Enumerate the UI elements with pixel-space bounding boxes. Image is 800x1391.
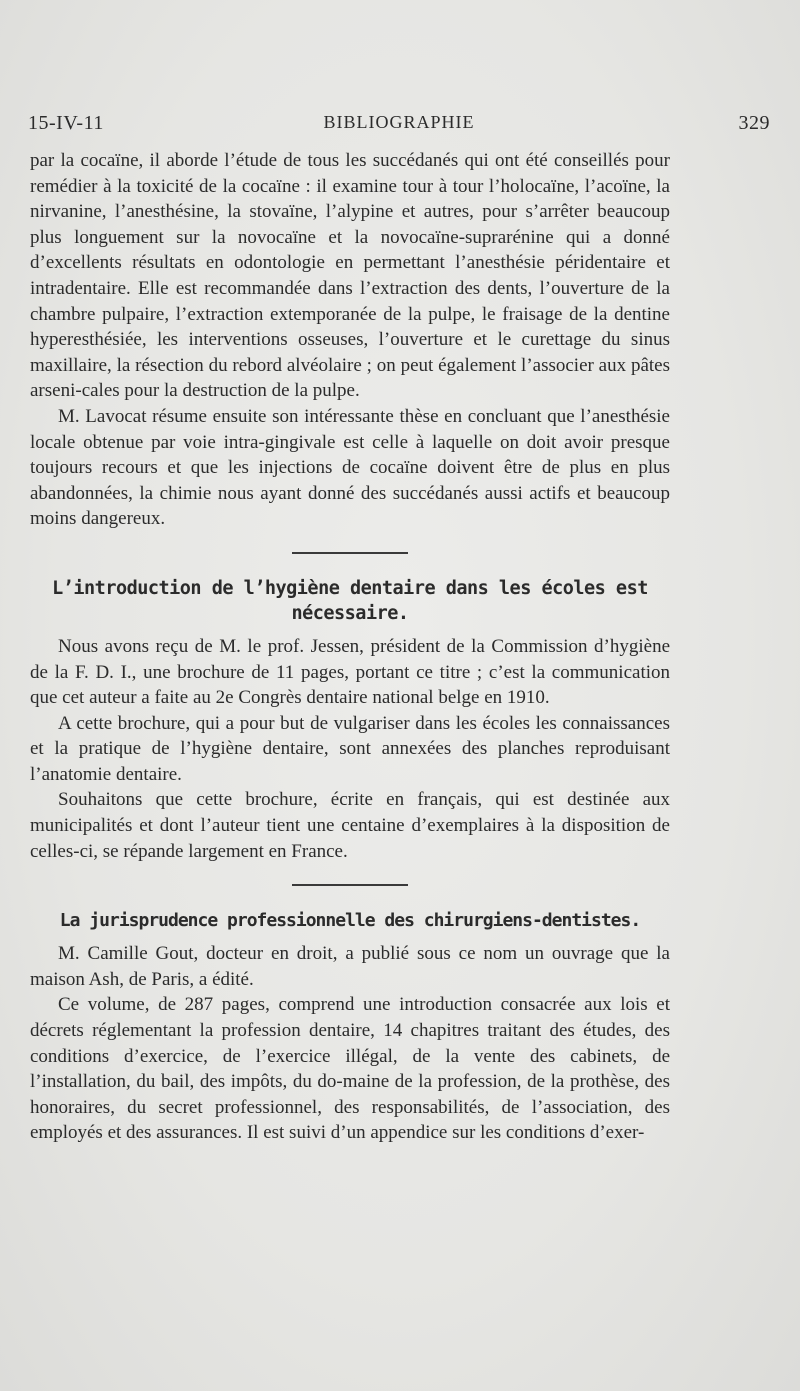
- paragraph: M. Lavocat résume ensuite son intéressante thèse en concluant que l’anesthésie locale obtenue par voie intra-gingivale est celle à laquelle on doit avoir presque toujours recours et que les injections de cocaïne doivent être de plus en plus abandonnées, la chimie nous ayant donné des succédanés aussi actifs et beaucoup moins dangereux.: [30, 405, 670, 530]
- section-divider: [292, 552, 408, 554]
- header-section-title: BIBLIOGRAPHIE: [323, 112, 475, 132]
- paragraph: Nous avons reçu de M. le prof. Jessen, président de la Commission d’hygiène de la F. D. I., une brochure de 11 pages, portant ce titre ; c’est la communication que cet auteur a faite au 2e Congrès dentaire national belge en 1910.: [30, 635, 670, 709]
- article-title-jurisprudence: La jurisprudence professionnelle des chirurgiens-dentistes.: [59, 910, 641, 932]
- page-number: 329: [738, 112, 770, 134]
- page-body: [30, 148, 670, 1146]
- paragraph: M. Camille Gout, docteur en droit, a publié sous ce nom un ouvrage que la maison Ash, de Paris, a édité.: [30, 943, 670, 990]
- paragraph: Ce volume, de 287 pages, comprend une introduction consacrée aux lois et décrets réglementant la profession dentaire, 14 chapitres traitant des études, des conditions d’exercice, de l’exercice illégal, de la vente des cabinets, de l’installation, du bail, des impôts, du do-maine de la profession, de la prothèse, des honoraires, du secret professionnel, des responsabilités, de l’association, des employés et des assurances. Il est suivi d’un appendice sur les conditions d’exer-: [30, 994, 670, 1144]
- paragraph-continuation: par la cocaïne, il aborde l’étude de tous les succédanés qui ont été conseillés pour remédier à la toxicité de la cocaïne : il examine tour à tour l’holocaïne, l’acoïne, la nirvanine, l’anesthésine, la stovaïne, l’alypine et autres, pour s’arrêter beaucoup plus longuement sur la novocaïne et la novocaïne-suprarénine qui a donné d’excellents résultats en odontologie en permettant l’anesthésie péridentaire et intradentaire. Elle est recommandée dans l’extraction des dents, l’ouverture de la chambre pulpaire, l’extraction extemporanée de la pulpe, le fraisage de la dentine hyperesthésiée, les interventions osseuses, l’ouverture et le curettage du sinus maxillaire, la résection du rebord alvéolaire ; on peut également l’associer aux pâtes arseni-cales pour la destruction de la pulpe.: [30, 150, 670, 402]
- running-header: [28, 108, 770, 144]
- section-divider: [292, 884, 408, 886]
- article-title-hygiene: L’introduction de l’hygiène dentaire dans les écoles est nécessaire.: [52, 577, 648, 624]
- paragraph: Souhaitons que cette brochure, écrite en français, qui est destinée aux municipalités et dont l’auteur tient une centaine d’exemplaires à la disposition de celles-ci, se répande largement en France.: [30, 789, 670, 862]
- paragraph: A cette brochure, qui a pour but de vulgariser dans les écoles les connaissances et la pratique de l’hygiène dentaire, sont annexées des planches reproduisant l’anatomie dentaire.: [30, 712, 670, 785]
- header-date: 15-IV-11: [28, 112, 104, 134]
